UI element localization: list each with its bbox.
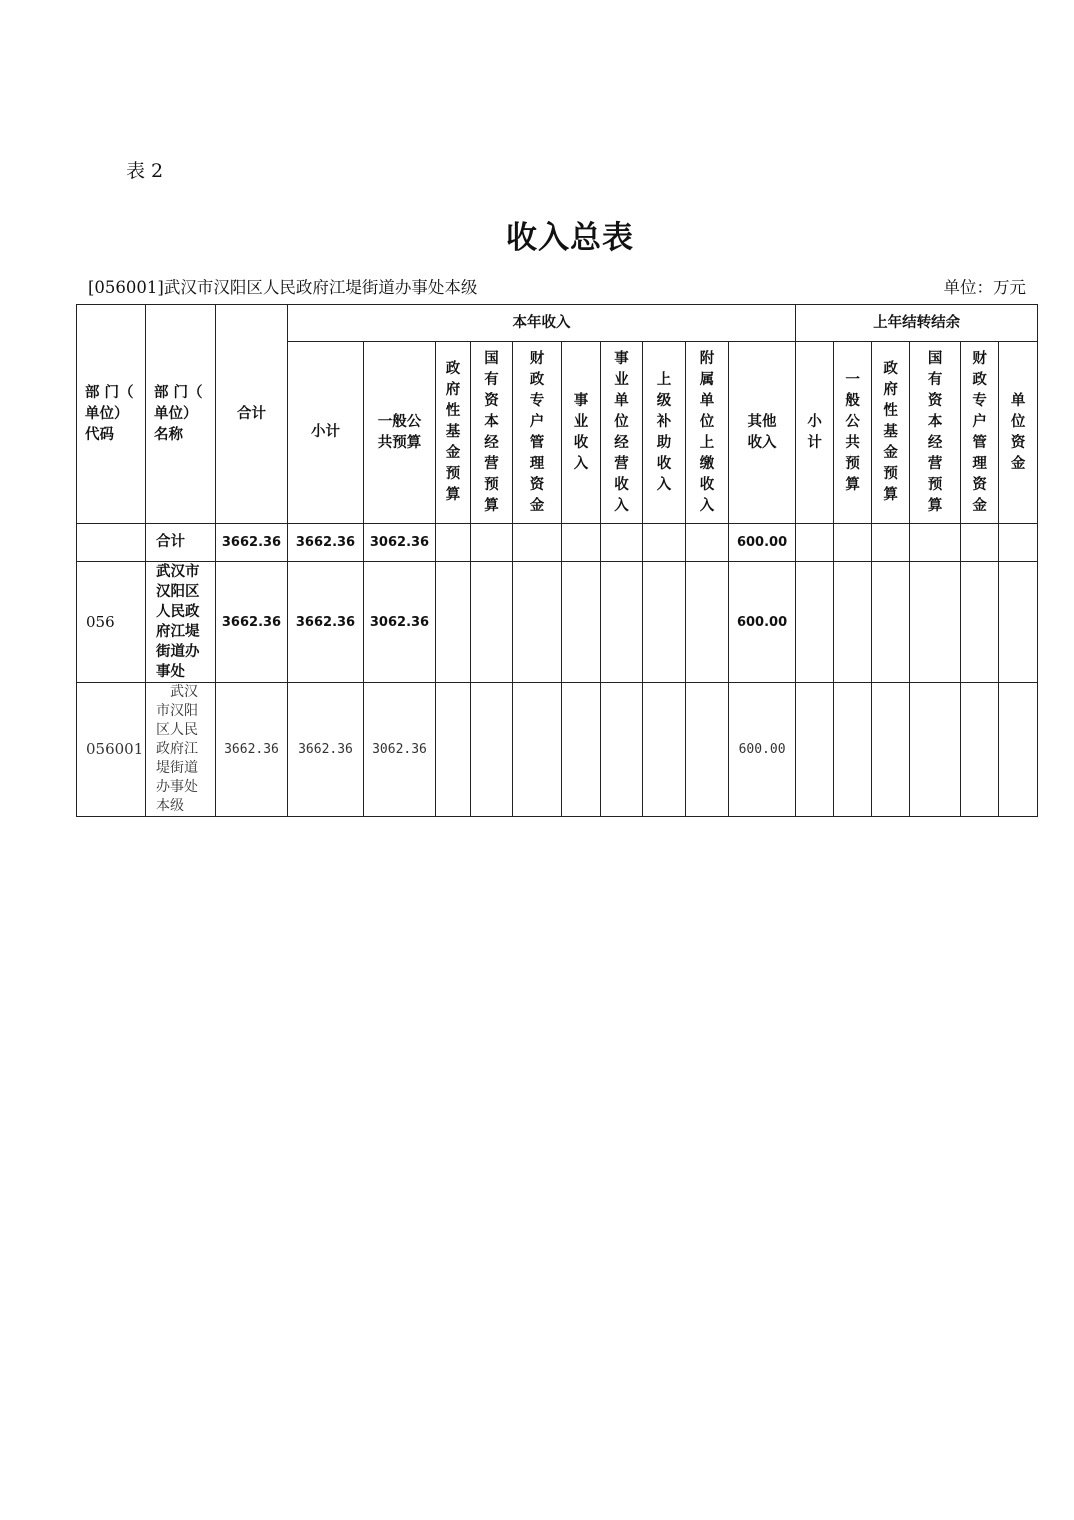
header-carry-unit-funds: 单位资金 — [999, 342, 1038, 524]
header-current-higher-subsidy: 上级补助收入 — [643, 342, 686, 524]
cell-general-budget: 3062.36 — [364, 683, 436, 817]
cell-total: 3662.36 — [216, 524, 288, 562]
header-current-state-capital: 国有资本经营预算 — [471, 342, 513, 524]
header-dept-code: 部 门（ 单位）代码 — [77, 305, 146, 524]
cell-subtotal: 3662.36 — [288, 683, 364, 817]
cell-other-income: 600.00 — [729, 683, 796, 817]
cell-total: 3662.36 — [216, 562, 288, 683]
cell-name: 武汉市汉阳区人民政府江堤街道办事处本级 — [146, 683, 216, 817]
income-summary-table — [76, 304, 1038, 817]
header-current-business-operating: 事业单位经营收入 — [601, 342, 643, 524]
cell-name: 武汉市汉阳区人民政府江堤街道办事处 — [146, 562, 216, 683]
header-current-business-income: 事业收入 — [562, 342, 601, 524]
unit-name: [056001]武汉市汉阳区人民政府江堤街道办事处本级 — [88, 278, 478, 297]
table-label: 表 2 — [126, 160, 164, 182]
header-carry-subtotal: 小计 — [796, 342, 834, 524]
header-current-gov-fund: 政府性基金预算 — [436, 342, 471, 524]
header-current-other-income: 其他收入 — [729, 342, 796, 524]
header-carry-state-capital: 国有资本经营预算 — [910, 342, 961, 524]
header-current-affiliate-remit: 附属单位上缴收入 — [686, 342, 729, 524]
cell-name: 合计 — [146, 524, 216, 562]
header-carry-special-account: 财政专户管理资金 — [961, 342, 999, 524]
cell-code: 056 — [77, 562, 146, 683]
table-row — [77, 683, 1038, 817]
page-title: 收入总表 — [506, 220, 634, 256]
header-group-current-income: 本年收入 — [288, 305, 796, 342]
cell-code — [77, 524, 146, 562]
header-group-carryover: 上年结转结余 — [796, 305, 1038, 342]
cell-code: 056001 — [77, 683, 146, 817]
cell-other-income: 600.00 — [729, 562, 796, 683]
header-carry-gov-fund: 政府性基金预算 — [872, 342, 910, 524]
header-current-subtotal: 小计 — [288, 342, 364, 524]
header-total: 合计 — [216, 305, 288, 524]
cell-subtotal: 3662.36 — [288, 524, 364, 562]
unit-of-measure: 单位：万元 — [943, 278, 1026, 297]
cell-other-income: 600.00 — [729, 524, 796, 562]
cell-general-budget: 3062.36 — [364, 524, 436, 562]
cell-total: 3662.36 — [216, 683, 288, 817]
table-row — [77, 562, 1038, 683]
header-current-general-budget: 一般公共预算 — [364, 342, 436, 524]
cell-subtotal: 3662.36 — [288, 562, 364, 683]
header-dept-name: 部 门（ 单位）名称 — [146, 305, 216, 524]
cell-general-budget: 3062.36 — [364, 562, 436, 683]
table-row — [77, 524, 1038, 562]
header-carry-general-budget: 一般公共预算 — [834, 342, 872, 524]
header-current-special-account: 财政专户管理资金 — [513, 342, 562, 524]
